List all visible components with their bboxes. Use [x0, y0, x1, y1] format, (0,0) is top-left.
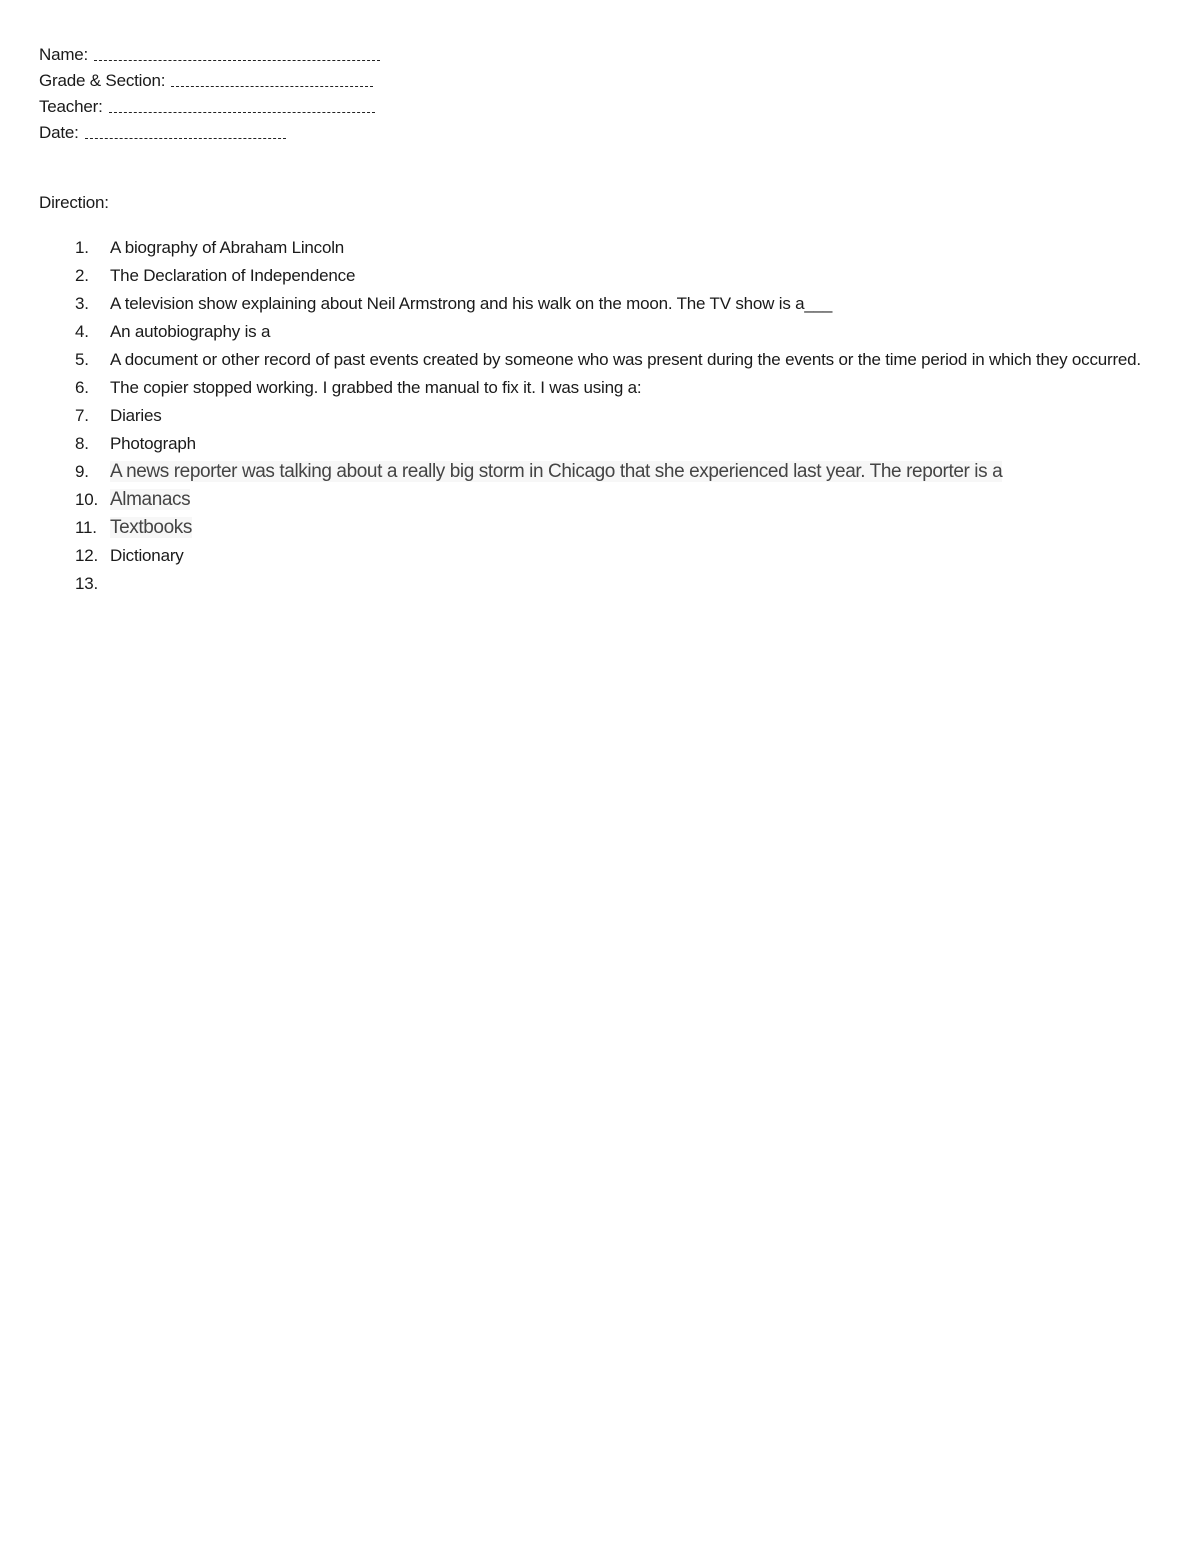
date-field — [39, 120, 380, 146]
question-item-5 — [0, 346, 1200, 374]
teacher-label: Teacher: — [39, 97, 103, 116]
question-text: A biography of Abraham Lincoln — [110, 238, 345, 257]
question-number: 3. — [75, 294, 89, 313]
question-item-2 — [0, 262, 1200, 290]
question-item-7 — [0, 402, 1200, 430]
question-item-9 — [0, 458, 1200, 486]
student-info-fields — [39, 42, 380, 146]
question-text: An autobiography is a — [110, 322, 271, 341]
question-number: 5. — [75, 350, 89, 369]
question-number: 12. — [75, 546, 99, 565]
teacher-field — [39, 94, 380, 120]
question-number: 13. — [75, 574, 99, 593]
question-item-1 — [0, 234, 1200, 262]
question-item-11 — [0, 514, 1200, 542]
question-number: 1. — [75, 238, 89, 257]
question-text: A document or other record of past events created by someone who was present during the events or the time period in which they occurred. — [110, 350, 1141, 369]
name-blank-line — [94, 59, 380, 61]
question-number: 9. — [75, 462, 89, 481]
question-number: 6. — [75, 378, 89, 397]
question-number: 8. — [75, 434, 89, 453]
question-item-12 — [0, 542, 1200, 570]
question-text: Diaries — [110, 406, 162, 425]
question-number: 4. — [75, 322, 89, 341]
question-number: 11. — [75, 518, 97, 537]
question-text: The copier stopped working. I grabbed the manual to fix it. I was using a: — [110, 378, 642, 397]
date-label: Date: — [39, 123, 79, 142]
question-item-13 — [0, 570, 1200, 598]
question-text: Textbooks — [110, 517, 192, 538]
teacher-blank-line — [109, 111, 375, 113]
question-text: Almanacs — [110, 489, 191, 510]
direction-heading: Direction: — [39, 193, 109, 212]
question-text: A news reporter was talking about a really big storm in Chicago that she experienced last year. The reporter is a — [110, 461, 1003, 482]
question-text: Dictionary — [110, 546, 184, 565]
question-text: Photograph — [110, 434, 196, 453]
question-item-8 — [0, 430, 1200, 458]
question-item-3 — [0, 290, 1200, 318]
grade-section-blank-line — [171, 85, 373, 87]
name-field — [39, 42, 380, 68]
question-number: 2. — [75, 266, 89, 285]
question-text: A television show explaining about Neil Armstrong and his walk on the moon. The TV show is a___ — [110, 294, 833, 313]
grade-section-field — [39, 68, 380, 94]
name-label: Name: — [39, 45, 89, 64]
question-item-10 — [0, 486, 1200, 514]
date-blank-line — [85, 137, 286, 139]
grade-section-label: Grade & Section: — [39, 71, 166, 90]
question-item-4 — [0, 318, 1200, 346]
question-number: 10. — [75, 490, 99, 509]
question-number: 7. — [75, 406, 89, 425]
question-text: The Declaration of Independence — [110, 266, 356, 285]
question-list — [0, 234, 1200, 598]
question-item-6 — [0, 374, 1200, 402]
